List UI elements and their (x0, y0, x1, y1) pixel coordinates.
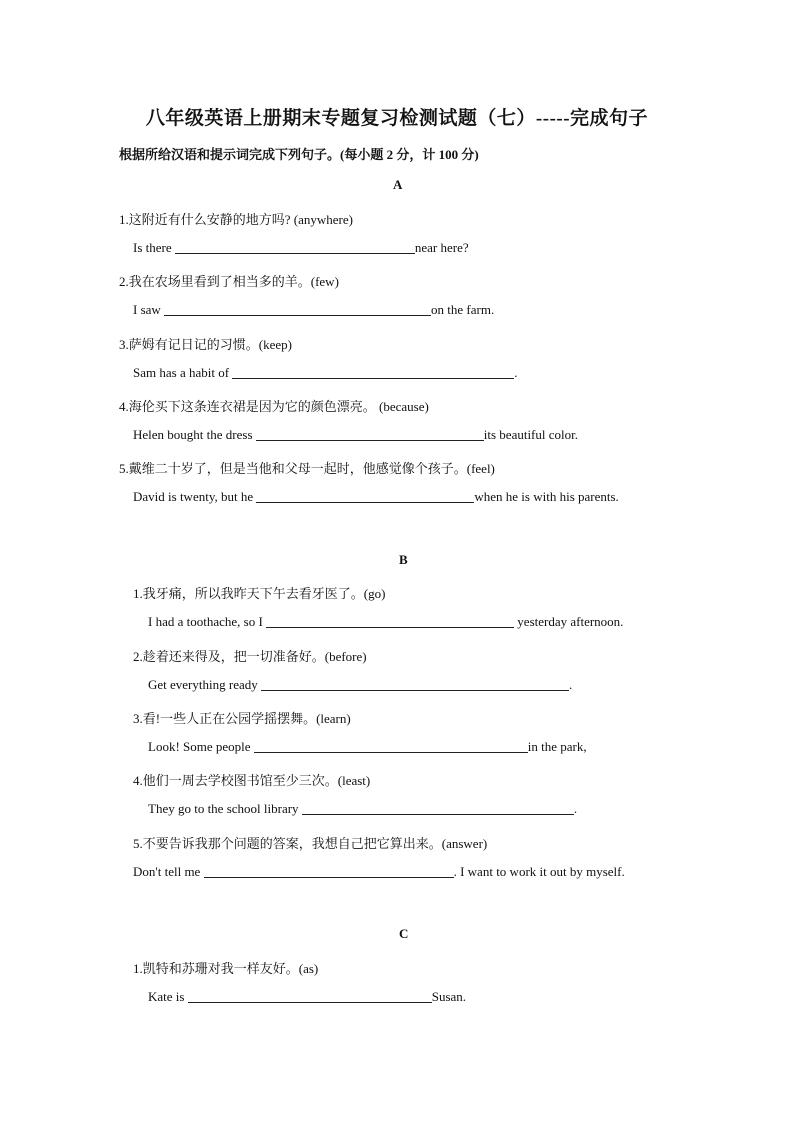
sentence-end: on the farm. (431, 302, 495, 317)
sentence-start: Helen bought the dress (133, 427, 256, 442)
sentence-start: Get everything ready (148, 677, 261, 692)
sentence-end: . (514, 365, 518, 380)
sentence-end: when he is with his parents. (474, 489, 619, 504)
sentence-start: I had a toothache, so I (148, 614, 267, 629)
sentence-start: Is there (133, 240, 175, 255)
answer-blank[interactable] (256, 428, 484, 441)
question-prompt: 3.看!一些人正在公园学摇摆舞。(learn) (133, 711, 351, 726)
sentence-end: in the park, (527, 739, 587, 754)
answer-line (148, 677, 572, 693)
section-label-c: C (399, 926, 409, 941)
answer-line (133, 489, 619, 505)
answer-line (148, 614, 623, 630)
question-prompt: 2.趁着还来得及，把一切准备好。(before) (133, 649, 367, 664)
question-prompt: 5.戴维二十岁了，但是当他和父母一起时，他感觉像个孩子。(feel) (119, 461, 495, 476)
section-label-a: A (393, 177, 403, 192)
sentence-start: Kate is (148, 989, 188, 1004)
sentence-start: Sam has a habit of (133, 365, 233, 380)
answer-line (133, 365, 518, 381)
answer-blank[interactable] (256, 490, 474, 503)
sentence-end: yesterday afternoon. (514, 614, 624, 629)
answer-line (148, 989, 466, 1005)
question-prompt: 1.我牙痛，所以我昨天下午去看牙医了。(go) (133, 586, 386, 601)
sentence-start: Look! Some people (148, 739, 254, 754)
answer-line (148, 801, 577, 817)
instructions: 根据所给汉语和提示词完成下列句子。(每小题 2 分，计 100 分) (119, 147, 479, 162)
answer-blank[interactable] (188, 990, 432, 1003)
sentence-end: Susan. (431, 989, 467, 1004)
question-prompt: 4.他们一周去学校图书馆至少三次。(least) (133, 773, 371, 788)
answer-line (148, 739, 587, 755)
answer-line (133, 864, 625, 880)
question-prompt: 1.这附近有什么安静的地方吗? (anywhere) (119, 212, 353, 227)
answer-blank[interactable] (204, 865, 454, 878)
sentence-start: I saw (133, 302, 165, 317)
answer-blank[interactable] (164, 303, 431, 316)
answer-line (133, 240, 469, 256)
sentence-end: near here? (414, 240, 469, 255)
question-prompt: 1.凯特和苏珊对我一样友好。(as) (133, 961, 319, 976)
answer-blank[interactable] (302, 802, 574, 815)
question-prompt: 2.我在农场里看到了相当多的羊。(few) (119, 274, 339, 289)
sentence-start: Don't tell me (133, 864, 204, 879)
sentence-start: They go to the school library (148, 801, 302, 816)
question-prompt: 3.萨姆有记日记的习惯。(keep) (119, 337, 292, 352)
sentence-start: David is twenty, but he (133, 489, 257, 504)
answer-line (133, 302, 494, 318)
answer-line (133, 427, 578, 443)
question-prompt: 4.海伦买下这条连衣裙是因为它的颜色漂亮。 (because) (119, 399, 429, 414)
sentence-end: . (573, 801, 578, 816)
section-label-b: B (399, 552, 408, 567)
sentence-end: . I want to work it out by myself. (453, 864, 625, 879)
answer-blank[interactable] (232, 366, 514, 379)
answer-blank[interactable] (266, 615, 514, 628)
question-prompt: 5.不要告诉我那个问题的答案，我想自己把它算出来。(answer) (133, 836, 488, 851)
answer-blank[interactable] (261, 678, 569, 691)
sentence-end: . (568, 677, 573, 692)
answer-blank[interactable] (254, 740, 528, 753)
answer-blank[interactable] (175, 241, 415, 254)
document-title: 八年级英语上册期末专题复习检测试题（七）-----完成句子 (145, 108, 649, 129)
sentence-end: its beautiful color. (483, 427, 578, 442)
